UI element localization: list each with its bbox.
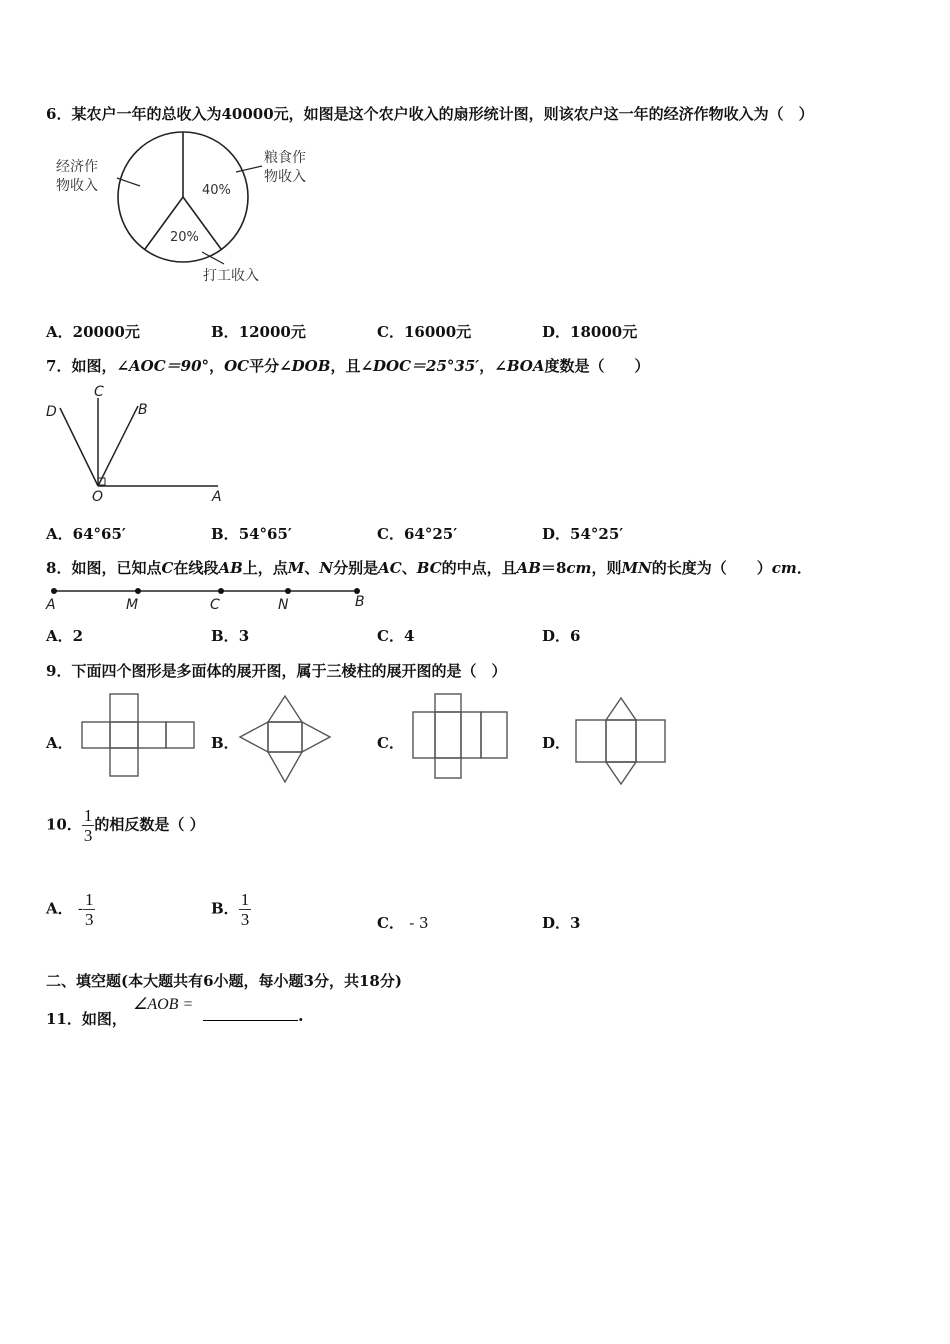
q6-option-a[interactable]: A．20000元	[46, 323, 140, 341]
q10-option-d[interactable]: D．3	[542, 914, 581, 932]
label-N: N	[278, 597, 289, 613]
label-B: B	[138, 402, 148, 418]
label-O: O	[92, 489, 104, 505]
net-c[interactable]	[413, 694, 507, 778]
question-text: 某农户一年的总收入为40000元，如图是这个农户收入的扇形统计图，则该农户这一年的经济作物收入为（ ）	[71, 105, 814, 123]
label-C: C	[94, 384, 104, 400]
q10-option-a[interactable]: A． - $\frac{1}{3}$	[46, 890, 94, 929]
net-d[interactable]	[576, 698, 665, 784]
fraction-one-third: $\frac{1}{3}$	[83, 806, 93, 845]
q8-option-b[interactable]: B．3	[211, 627, 250, 645]
q10-option-c[interactable]: C． - 3	[377, 914, 429, 932]
question-number: 6	[46, 105, 57, 123]
q8-option-a[interactable]: A．2	[46, 627, 84, 645]
q9-option-a-label[interactable]: A．	[46, 734, 73, 752]
q8-option-d[interactable]: D．6	[542, 627, 581, 645]
label-C: C	[210, 597, 220, 613]
net-b[interactable]	[240, 696, 330, 782]
question-8: 8．如图，已知点C在线段AB上，点M、N分别是AC、BC的中点，且AB＝8cm，则MN的长度为（ ）cm．	[46, 559, 812, 577]
label-economic-line1: 经济作	[56, 159, 98, 175]
label-grain-line1: 粮食作	[264, 150, 306, 166]
q8-option-c[interactable]: C．4	[377, 627, 415, 645]
question-7: 7．如图，∠AOC＝90°，OC平分∠DOB，且∠DOC＝25°35′，∠BOA度数是（ ）	[46, 357, 650, 375]
answer-blank[interactable]: .	[203, 1006, 304, 1025]
label-economic-line2: 物收入	[56, 178, 98, 194]
label-A: A	[212, 489, 222, 505]
q9-option-d-label[interactable]: D．	[542, 734, 571, 752]
q7-option-a[interactable]: A．64°65′	[46, 525, 126, 543]
section-2-heading: 二、填空题(本大题共有6小题，每小题3分，共18分)	[46, 972, 402, 990]
question-11: 11．如图，	[46, 1010, 127, 1028]
question-10: 10． $\frac{1}{3}$ 的相反数是（ ）	[46, 806, 205, 845]
q6-option-c[interactable]: C．16000元	[377, 323, 472, 341]
q7-option-d[interactable]: D．54°25′	[542, 525, 624, 543]
label-B: B	[355, 594, 365, 610]
question-9: 9．下面四个图形是多面体的展开图，属于三棱柱的展开图的是（ ）	[46, 662, 507, 680]
q9-option-c-label[interactable]: C．	[377, 734, 404, 752]
q10-option-b[interactable]: B． $\frac{1}{3}$	[211, 890, 250, 929]
q7-option-b[interactable]: B．54°65′	[211, 525, 292, 543]
q6-option-b[interactable]: B．12000元	[211, 323, 306, 341]
label-grain-line2: 物收入	[264, 169, 306, 185]
q6-option-d[interactable]: D．18000元	[542, 323, 638, 341]
label-A: A	[46, 597, 56, 613]
pct-grain: 40%	[202, 183, 231, 198]
q7-option-c[interactable]: C．64°25′	[377, 525, 458, 543]
angle-expression: ∠AOB =	[133, 996, 194, 1013]
pct-work: 20%	[170, 230, 199, 245]
q9-option-b-label[interactable]: B．	[211, 734, 239, 752]
label-work: 打工收入	[203, 268, 259, 284]
label-D: D	[46, 404, 57, 420]
question-6: 6．某农户一年的总收入为40000元，如图是这个农户收入的扇形统计图，则该农户这一年的经济作物收入为（ ）	[46, 105, 814, 123]
label-M: M	[126, 597, 139, 613]
net-a[interactable]	[82, 694, 194, 776]
